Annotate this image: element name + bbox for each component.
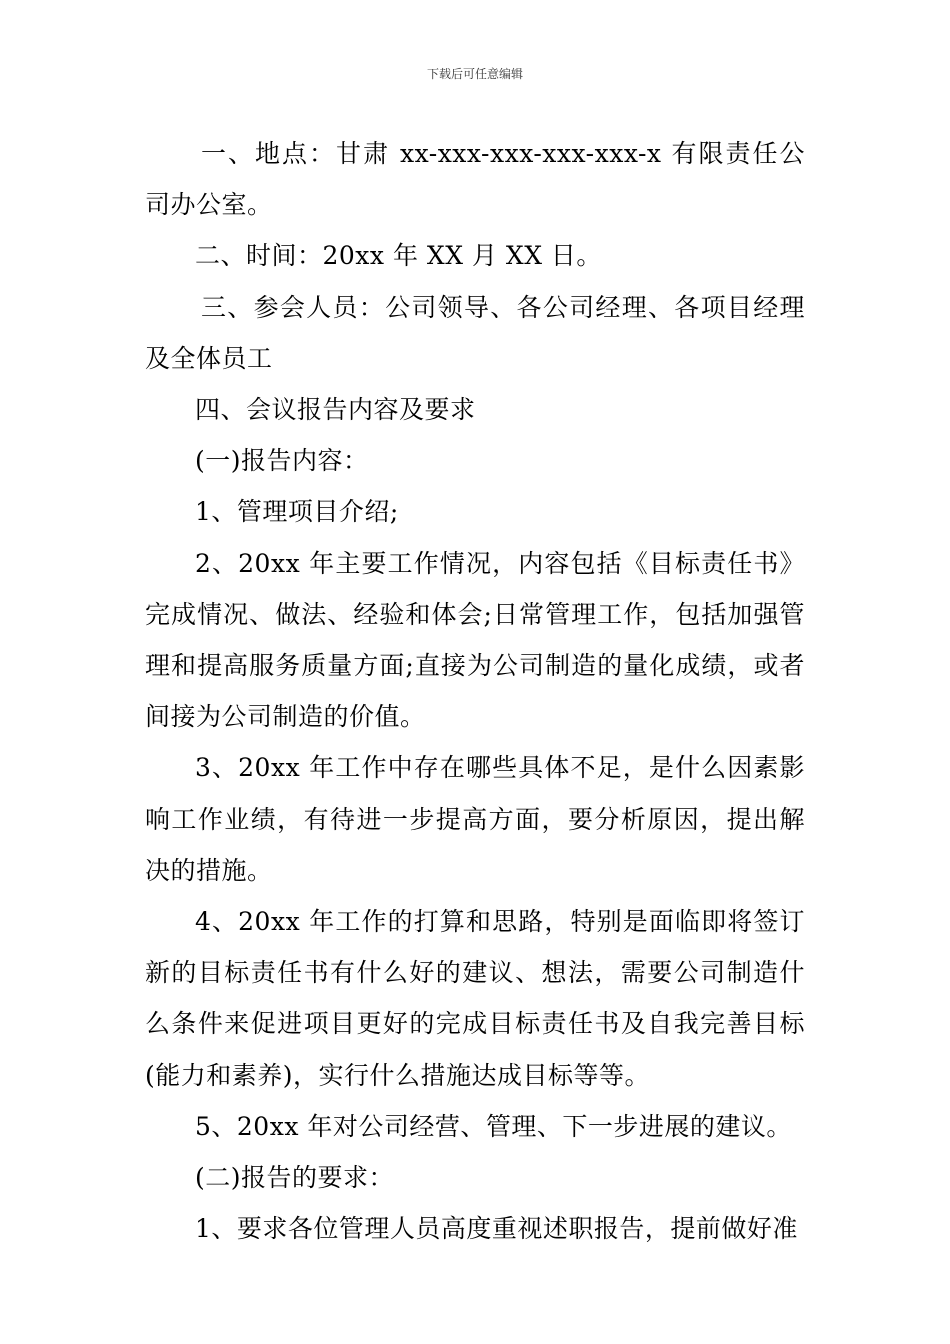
paragraph-item-5: 5、20xx 年对公司经营、管理、下一步进展的建议。 (195, 1111, 792, 1141)
paragraph-section-four-heading: 四、会议报告内容及要求 (195, 395, 476, 425)
page-header-note: 下载后可任意编辑 (426, 67, 523, 81)
paragraph-report-content-heading: (一)报告内容： (195, 446, 369, 476)
paragraph-time: 二、时间：20xx 年 XX 月 XX 日。 (195, 241, 602, 271)
document-body (145, 128, 805, 1254)
paragraph-report-requirements-heading: (二)报告的要求： (195, 1163, 395, 1193)
paragraph-attendees: 三、参会人员：公司领导、各公司经理、各项目经理及全体员工 (145, 292, 805, 373)
paragraph-item-3: 3、20xx 年工作中存在哪些具体不足，是什么因素影响工作业绩，有待进一步提高方面，要分析原因，提出解决的措施。 (145, 753, 805, 885)
paragraph-location: 一、地点：甘肃 xx-xxx-xxx-xxx-xxx-x 有限责任公司办公室。 (145, 139, 805, 220)
paragraph-item-4: 4、20xx 年工作的打算和思路，特别是面临即将签订新的目标责任书有什么好的建议、想法，需要公司制造什么条件来促进项目更好的完成目标责任书及自我完善目标(能力和素养)，实行什么措施达成目标等等。 (145, 907, 805, 1090)
paragraph-item-1: 1、管理项目介绍; (195, 497, 399, 527)
paragraph-item-2: 2、20xx 年主要工作情况，内容包括《目标责任书》完成情况、做法、经验和体会;日常管理工作，包括加强管理和提高服务质量方面;直接为公司制造的量化成绩，或者间接为公司制造的价值。 (145, 548, 805, 732)
paragraph-requirement-1: 1、要求各位管理人员高度重视述职报告，提前做好准 (195, 1214, 798, 1244)
